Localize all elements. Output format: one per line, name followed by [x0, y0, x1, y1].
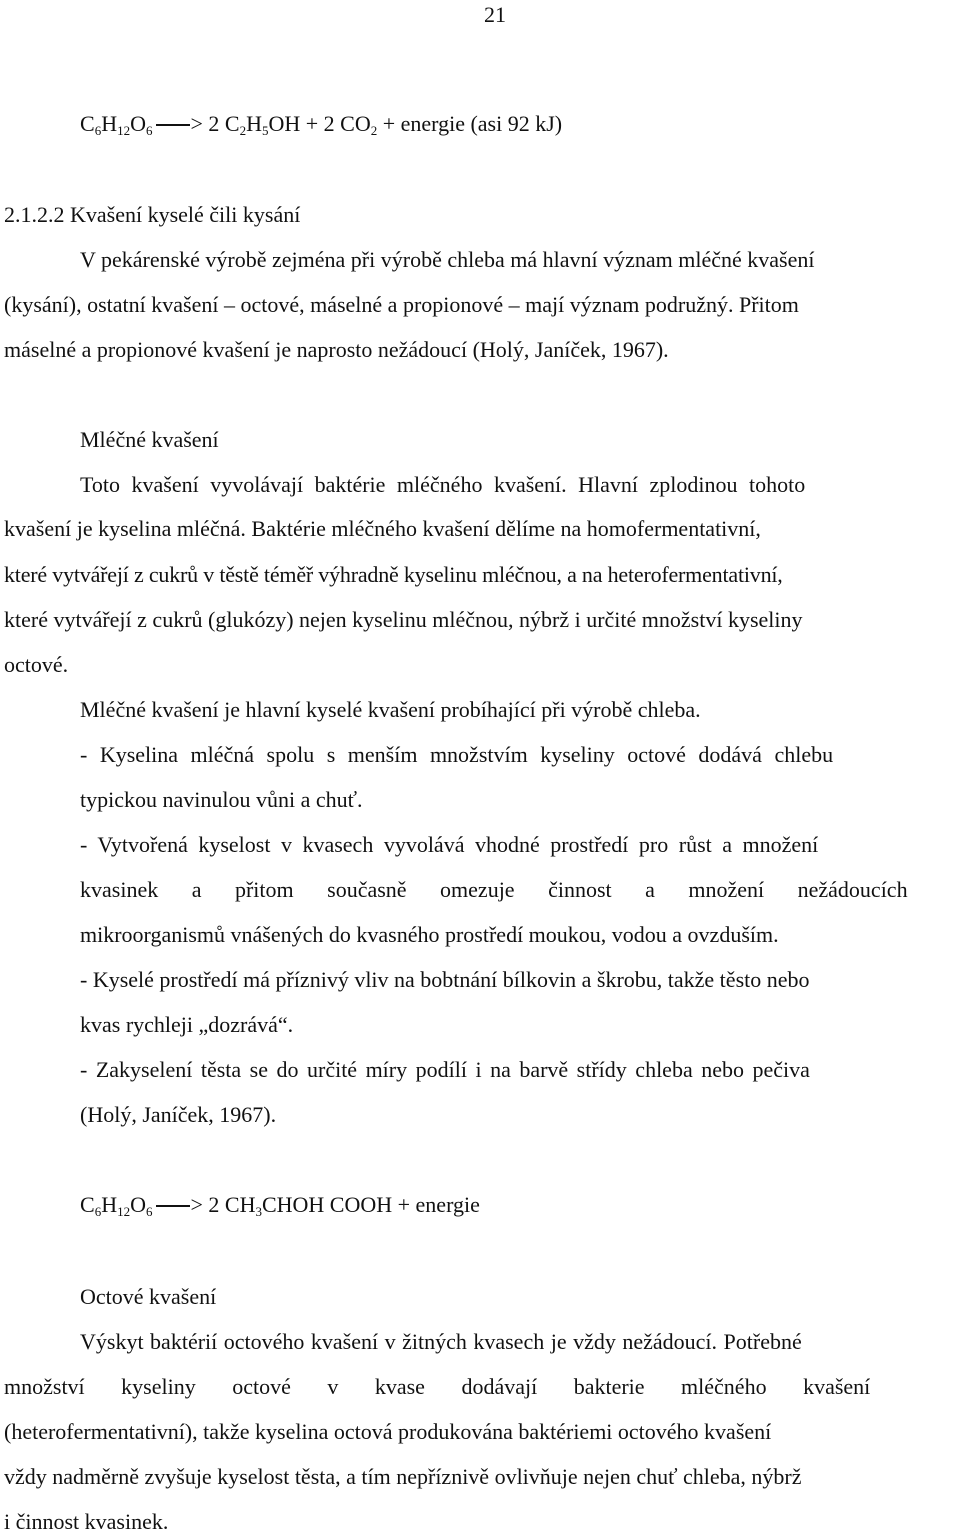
mlecne-line-12: - Kyselé prostředí má příznivý vliv na bobtnání bílkovin a škrobu, takže těsto nebo: [80, 967, 810, 992]
mlecne-line-4: které vytvářejí z cukrů (glukózy) nejen kyselinu mléčnou, nýbrž i určité množství kyseliny: [4, 607, 803, 632]
eq1-arrow-head: >: [190, 111, 203, 136]
eq2-o: O: [130, 1192, 146, 1217]
mlecne-line-11: mikroorganismů vnášených do kvasného prostředí moukou, vodou a ovzduším.: [80, 922, 779, 947]
eq2-arrow-head: >: [190, 1192, 203, 1217]
mlecne-line-3: které vytvářejí z cukrů v těstě téměř výhradně kyselinu mléčnou, a na heterofermentativní,: [4, 562, 783, 587]
octove-line-2: množství kyseliny octové v kvase dodávají bakterie mléčného kvašení: [4, 1374, 871, 1399]
eq2-c: C: [80, 1192, 95, 1217]
eq2-o-sub: 6: [145, 1204, 153, 1219]
mlecne-line-1: Toto kvašení vyvolávají baktérie mléčného kvašení. Hlavní zplodinou tohoto: [80, 472, 806, 497]
octove-line-1: Výskyt baktérií octového kvašení v žitných kvasech je vždy nežádoucí. Potřebné: [80, 1329, 802, 1354]
mlecne-line-8: typickou navinulou vůni a chuť.: [80, 787, 363, 812]
arrow-shaft: [156, 124, 190, 126]
eq1-rhs2-sub: 5: [261, 123, 269, 138]
eq1-rhs2: H: [246, 111, 262, 136]
eq1-rhs1-sub: 2: [239, 123, 247, 138]
eq1-h-sub: 12: [117, 123, 131, 138]
octove-line-4: vždy nadměrně zvyšuje kyselost těsta, a tím nepříznivě ovlivňuje nejen chuť chleba, nýbrž: [4, 1464, 802, 1489]
eq1-rhs4: + energie (asi 92 kJ): [377, 111, 563, 136]
mlecne-heading: Mléčné kvašení: [80, 427, 219, 452]
eq1-o-sub: 6: [145, 123, 153, 138]
section-line-3: máselné a propionové kvašení je naprosto nežádoucí (Holý, Janíček, 1967).: [4, 337, 669, 362]
equation-lactic-fermentation: [80, 1192, 480, 1218]
section-line-1: [80, 245, 954, 275]
eq2-rhs1-sub: 3: [255, 1204, 262, 1219]
eq1-c: C: [80, 111, 95, 136]
mlecne-line-15: (Holý, Janíček, 1967).: [80, 1102, 277, 1127]
eq1-c-sub: 6: [94, 123, 102, 138]
eq2-h-sub: 12: [117, 1204, 131, 1219]
octove-heading: Octové kvašení: [80, 1284, 217, 1309]
mlecne-line-5: octové.: [4, 652, 69, 677]
eq1-h: H: [101, 111, 118, 136]
section-heading: 2.1.2.2 Kvašení kyselé čili kysání: [4, 202, 301, 227]
equation-alcoholic-fermentation: [80, 111, 562, 137]
octove-line-3: (heterofermentativní), takže kyselina octová produkována baktériemi octového kvašení: [4, 1419, 772, 1444]
mlecne-line-10: kvasinek a přitom současně omezuje činnost a množení nežádoucích: [80, 877, 908, 902]
section-line-2: (kysání), ostatní kvašení – octové, máselné a propionové – mají význam podružný. Přitom: [4, 292, 799, 317]
eq2-h: H: [101, 1192, 118, 1217]
eq1-rhs3: OH + 2 CO: [268, 111, 371, 136]
eq1-rhs1: 2 C: [202, 111, 240, 136]
octove-line-5: i činnost kvasinek.: [4, 1509, 169, 1534]
mlecne-line-2: kvašení je kyselina mléčná. Baktérie mléčného kvašení dělíme na homofermentativní,: [4, 516, 761, 541]
mlecne-line-14: - Zakyselení těsta se do určité míry podílí i na barvě střídy chleba nebo pečiva: [80, 1057, 810, 1082]
mlecne-line-6: Mléčné kvašení je hlavní kyselé kvašení probíhající při výrobě chleba.: [80, 697, 701, 722]
eq2-c-sub: 6: [94, 1204, 102, 1219]
eq1-o: O: [130, 111, 146, 136]
eq2-rhs1: 2 CH: [202, 1192, 256, 1217]
eq1-rhs3-sub: 2: [370, 123, 378, 138]
mlecne-line-13: kvas rychleji „dozrává“.: [80, 1012, 294, 1037]
page-number: 21: [484, 2, 506, 27]
section-text: V pekárenské výrobě zejména při výrobě chleba má hlavní význam mléčné kvašení: [80, 247, 815, 272]
eq2-rhs2: CHOH COOH + energie: [261, 1192, 480, 1217]
arrow-shaft: [156, 1205, 190, 1207]
mlecne-line-7: - Kyselina mléčná spolu s menším množstvím kyseliny octové dodává chlebu: [80, 742, 834, 767]
mlecne-line-9: - Vytvořená kyselost v kvasech vyvolává vhodné prostředí pro růst a množení: [80, 832, 819, 857]
